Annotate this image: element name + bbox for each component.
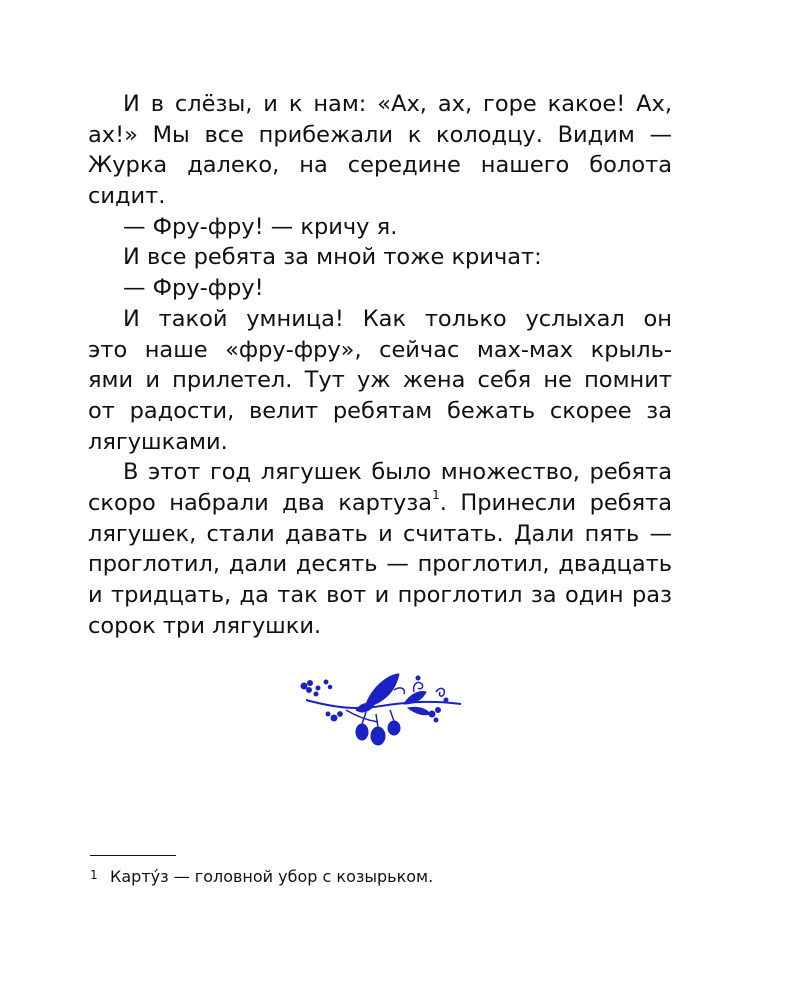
- text-line: проглотил, дали десять — проглотил, двадцать: [88, 551, 672, 578]
- text-line: и тридцать, да так вот и проглотил за один раз: [88, 582, 672, 608]
- text-line: сидит.: [88, 183, 166, 210]
- footnote-reference: 1: [432, 488, 440, 503]
- text-line: В этот год лягушек было множество, ребята: [123, 459, 672, 486]
- footnote-divider: [90, 855, 176, 856]
- floral-ornament-icon: [296, 670, 466, 748]
- text-line: И все ребята за мной тоже кричат:: [123, 244, 542, 271]
- text-line: — Фру-фру! — кричу я.: [123, 213, 398, 240]
- footnote-text: Карту́з — головной убор с козырьком.: [110, 867, 434, 886]
- text-line: скоро набрали два картуза$^1$. Принесли ребята: [88, 488, 672, 516]
- footnote-mark: 1: [90, 868, 98, 882]
- text-line: лягушек, стали давать и считать. Дали пять —: [88, 520, 672, 547]
- text-line: И такой умница! Как только услыхал он: [123, 305, 672, 332]
- text-line: — Фру-фру!: [123, 275, 264, 302]
- footnote: [90, 866, 433, 889]
- main-text: [88, 89, 672, 641]
- text-line: от радости, велит ребятам бежать скорее за: [88, 397, 672, 424]
- text-line: сорок три лягушки.: [88, 612, 322, 639]
- text-line: ями и прилетел. Тут уж жена себя не помнит: [88, 367, 672, 394]
- text-line: И в слёзы, и к нам: «Ах, ах, горе какое! Ах,: [123, 91, 672, 117]
- text-line: лягушками.: [88, 428, 228, 455]
- text-line: ах!» Мы все прибежали к колодцу. Видим —: [88, 121, 672, 148]
- text-line: это наше «фру-фру», сейчас мах-мах крыль-: [88, 336, 672, 363]
- text-line: Журка далеко, на середине нашего болота: [88, 152, 672, 179]
